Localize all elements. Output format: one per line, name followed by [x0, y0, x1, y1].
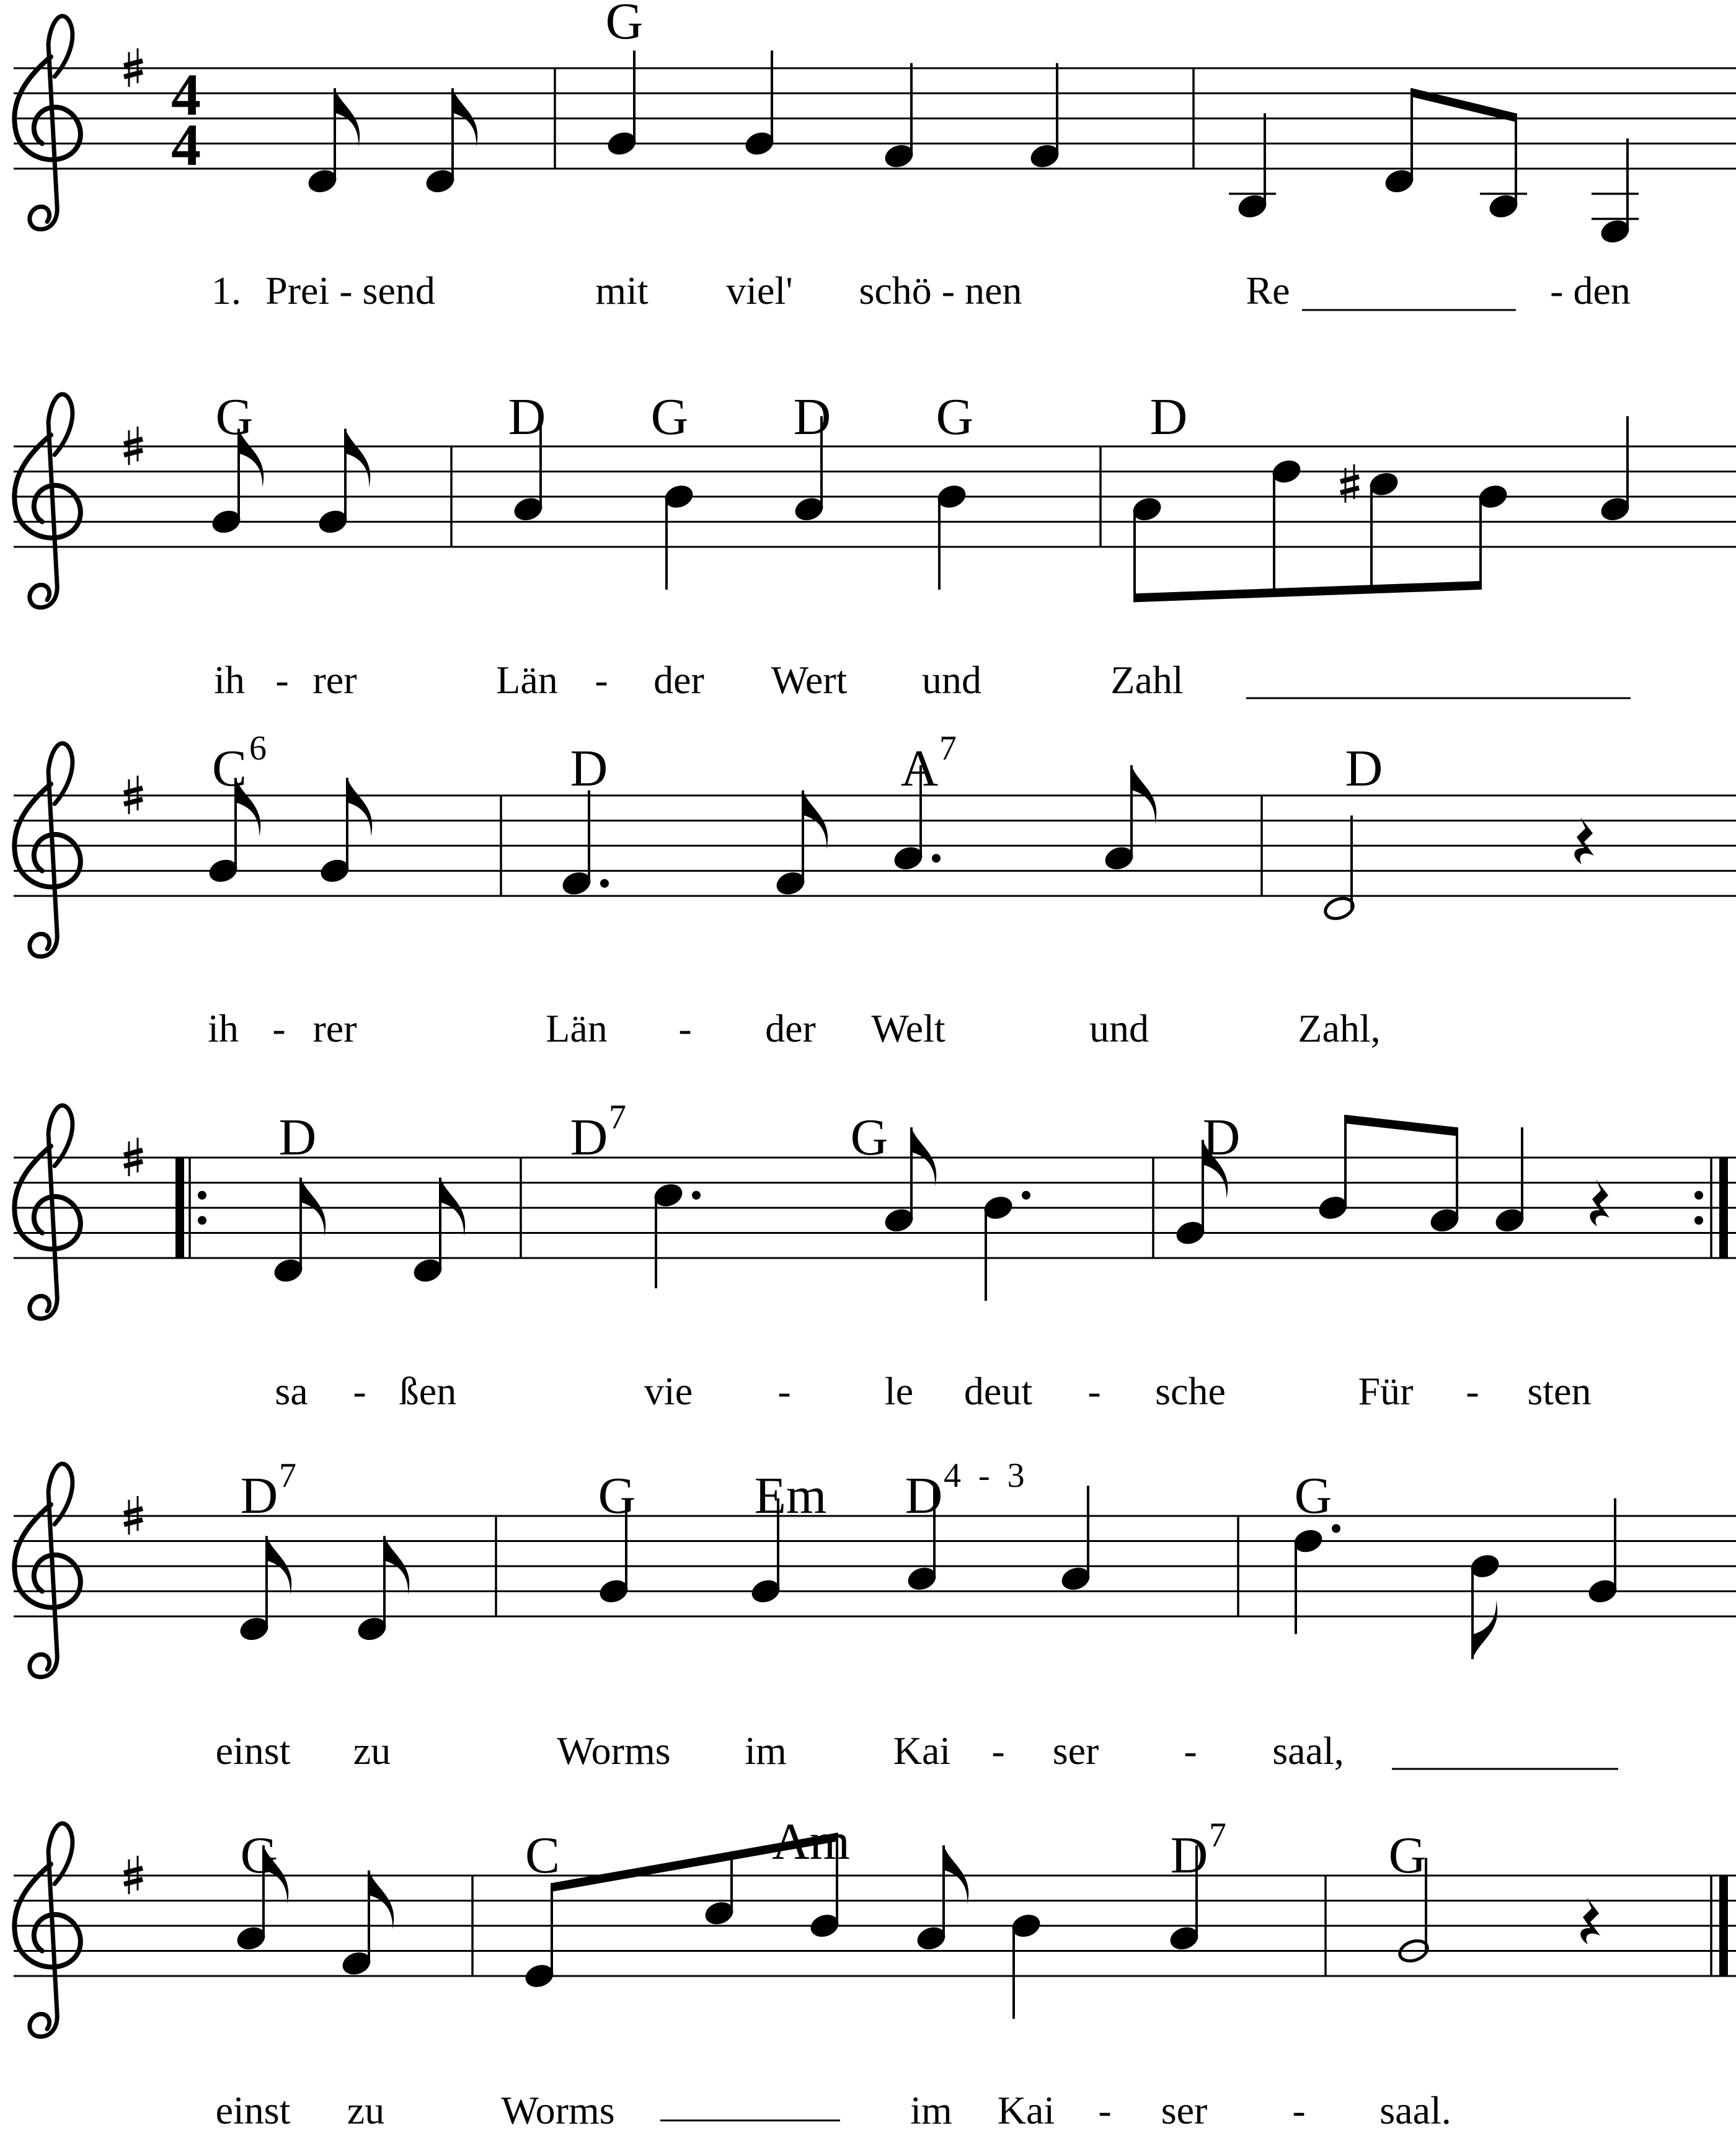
lyric-syllable: -	[777, 1369, 791, 1413]
lyric-syllable: Län	[546, 1006, 608, 1050]
lyric-syllable: -	[1098, 2088, 1112, 2131]
note	[316, 429, 371, 537]
chord-symbol: Em	[754, 1467, 827, 1525]
note	[914, 1845, 969, 1953]
chord-extension: 7	[939, 729, 957, 768]
clefs-and-keys	[14, 16, 201, 2037]
lyric-syllable: sa	[275, 1369, 308, 1413]
chord-symbol: D	[240, 1467, 278, 1525]
lyric-syllable: -	[678, 1006, 692, 1050]
lyric-syllable: -	[1184, 1729, 1197, 1773]
note	[560, 791, 609, 898]
chord-symbol: D	[570, 1109, 608, 1166]
lyric-syllable: rer	[312, 1006, 357, 1050]
treble-clef-icon	[14, 1105, 81, 1319]
chord-symbol: G	[936, 388, 974, 446]
note	[1229, 113, 1276, 221]
note	[1316, 1115, 1350, 1223]
lyric-syllable: Zahl	[1110, 658, 1184, 702]
lyric-syllable: -	[275, 658, 289, 702]
lyric-syllable: ser	[1161, 2088, 1208, 2131]
chord-symbol: Am	[772, 1813, 850, 1871]
lyric-syllable: 1.	[211, 268, 241, 312]
treble-clef-icon	[14, 394, 81, 608]
note	[355, 1536, 410, 1644]
lyric-syllable: Wert	[771, 658, 848, 702]
chord-symbol: D	[1170, 1827, 1208, 1884]
lyric-syllable: Zahl,	[1298, 1006, 1381, 1050]
note	[1130, 494, 1164, 602]
lyric-syllable: vie	[644, 1369, 693, 1413]
note	[318, 778, 373, 886]
lyric-syllable: -	[1292, 2088, 1306, 2131]
note	[1598, 416, 1632, 524]
staff	[14, 1876, 1736, 1976]
chord-symbol: C	[525, 1827, 560, 1884]
note	[523, 1883, 557, 1991]
chord-extension: 6	[249, 729, 267, 768]
lyric-syllable: Prei - send	[265, 268, 435, 312]
note	[1493, 1127, 1527, 1235]
lyric-syllable: ser	[1052, 1729, 1099, 1773]
chord-symbol: A	[900, 740, 939, 797]
note	[1428, 1127, 1462, 1235]
note	[1009, 1911, 1043, 2019]
note	[411, 1177, 466, 1285]
treble-clef-icon	[14, 1823, 81, 2037]
chord-symbol: G	[215, 388, 254, 446]
chord-symbol: G	[1294, 1467, 1332, 1525]
note	[272, 1177, 326, 1285]
lyric-syllable: sten	[1527, 1369, 1592, 1413]
lyric-syllable: schö - nen	[859, 268, 1022, 312]
note	[1468, 1551, 1502, 1659]
lyric-syllable: deut	[963, 1369, 1033, 1413]
chord-symbol: D	[905, 1467, 943, 1525]
time-signature-numerator: 4	[171, 61, 201, 128]
chord-extension: 7	[609, 1098, 626, 1136]
lyric-syllable: Län	[496, 658, 558, 702]
chord-symbol: D	[570, 740, 608, 797]
note	[1340, 464, 1401, 594]
quarter-rest-icon	[1590, 1179, 1610, 1226]
lyric-syllable: mit	[595, 268, 649, 312]
note	[1480, 113, 1527, 221]
lyric-syllable: einst	[215, 2088, 291, 2131]
chord-symbol: G	[240, 1827, 278, 1884]
quarter-rest-icon	[1574, 817, 1594, 864]
chord-symbol: D	[1149, 388, 1188, 446]
lyric-syllable: Worms	[501, 2088, 615, 2131]
staff	[14, 1158, 1736, 1258]
note	[1476, 482, 1510, 590]
time-signature-denominator: 4	[171, 112, 201, 178]
beam	[1345, 1115, 1457, 1136]
lyric-syllable: ih	[214, 658, 245, 702]
chord-symbol: G	[605, 0, 644, 50]
lyric-syllable: -	[272, 1006, 286, 1050]
note	[743, 51, 777, 159]
chord-symbol: G	[650, 388, 689, 446]
note	[306, 88, 360, 196]
lyric-syllable: saal.	[1380, 2088, 1451, 2131]
lyric-syllable: -	[353, 1369, 366, 1413]
lyric-syllable: Re	[1246, 268, 1290, 312]
lyric-syllable: einst	[215, 1729, 291, 1773]
barlines	[180, 68, 1724, 1976]
chord-extension: 7	[1209, 1816, 1226, 1854]
note	[774, 791, 828, 898]
lyric-syllable: Kai	[997, 2088, 1055, 2131]
staff	[14, 68, 1736, 169]
chord-symbol: C	[211, 740, 247, 797]
note	[935, 482, 969, 590]
lyric-syllable: -	[1466, 1369, 1479, 1413]
treble-clef-icon	[14, 16, 81, 229]
note	[605, 51, 639, 159]
note	[1383, 88, 1417, 196]
lyric-syllable: ßen	[399, 1369, 457, 1413]
chord-symbol: D	[793, 388, 831, 446]
note	[1102, 765, 1157, 873]
note	[882, 1127, 937, 1235]
chord-symbol: D	[1345, 740, 1383, 797]
lyric-syllable: rer	[312, 658, 357, 702]
note	[1592, 138, 1639, 246]
chord-symbol: D	[1202, 1109, 1241, 1166]
note	[237, 1536, 292, 1644]
quarter-rest-icon	[1580, 1897, 1600, 1944]
note	[1028, 63, 1062, 171]
staff	[14, 446, 1736, 547]
lyric-syllable: und	[922, 658, 981, 702]
beam	[1135, 581, 1481, 602]
treble-clef-icon	[14, 1464, 81, 1677]
lyric-syllable: Welt	[871, 1006, 946, 1050]
note	[1059, 1486, 1093, 1593]
note	[662, 482, 696, 590]
note	[1270, 457, 1304, 597]
note	[652, 1181, 701, 1288]
chord-symbol: G	[850, 1109, 888, 1166]
chord-symbol: G	[1388, 1827, 1427, 1884]
lyric-syllable: im	[745, 1729, 787, 1773]
note	[423, 88, 478, 196]
staff	[14, 795, 1736, 896]
lyric-syllable: zu	[353, 1729, 391, 1773]
chord-extension: 4 - 3	[944, 1456, 1025, 1495]
lyric-syllable: - den	[1550, 268, 1631, 312]
lyric-syllable: saal,	[1272, 1729, 1344, 1773]
chord-symbol: D	[278, 1109, 317, 1166]
lyric-syllable: -	[991, 1729, 1005, 1773]
note	[882, 63, 916, 171]
note	[1322, 815, 1355, 922]
lyric-syllable: sche	[1155, 1369, 1226, 1413]
lyric-syllable: der	[653, 658, 704, 702]
lyric-syllable: ih	[208, 1006, 239, 1050]
note	[1586, 1499, 1620, 1606]
lyric-syllable: zu	[347, 2088, 385, 2131]
chord-symbol: G	[598, 1467, 636, 1525]
lyric-syllable: im	[910, 2088, 952, 2131]
lyric-syllable: -	[1087, 1369, 1101, 1413]
lyric-syllable: le	[884, 1369, 914, 1413]
chord-symbol: D	[508, 388, 546, 446]
lyric-syllable: Für	[1358, 1369, 1414, 1413]
treble-clef-icon	[14, 743, 81, 957]
chord-extension: 7	[279, 1456, 296, 1495]
lyric-syllable: der	[765, 1006, 816, 1050]
lyric-syllable: -	[595, 658, 608, 702]
note	[340, 1871, 394, 1978]
lyric-syllable: viel'	[726, 268, 793, 312]
lyric-syllable: Worms	[557, 1729, 671, 1773]
lyric-syllable: Kai	[893, 1729, 951, 1773]
lyric-syllable: und	[1089, 1006, 1149, 1050]
